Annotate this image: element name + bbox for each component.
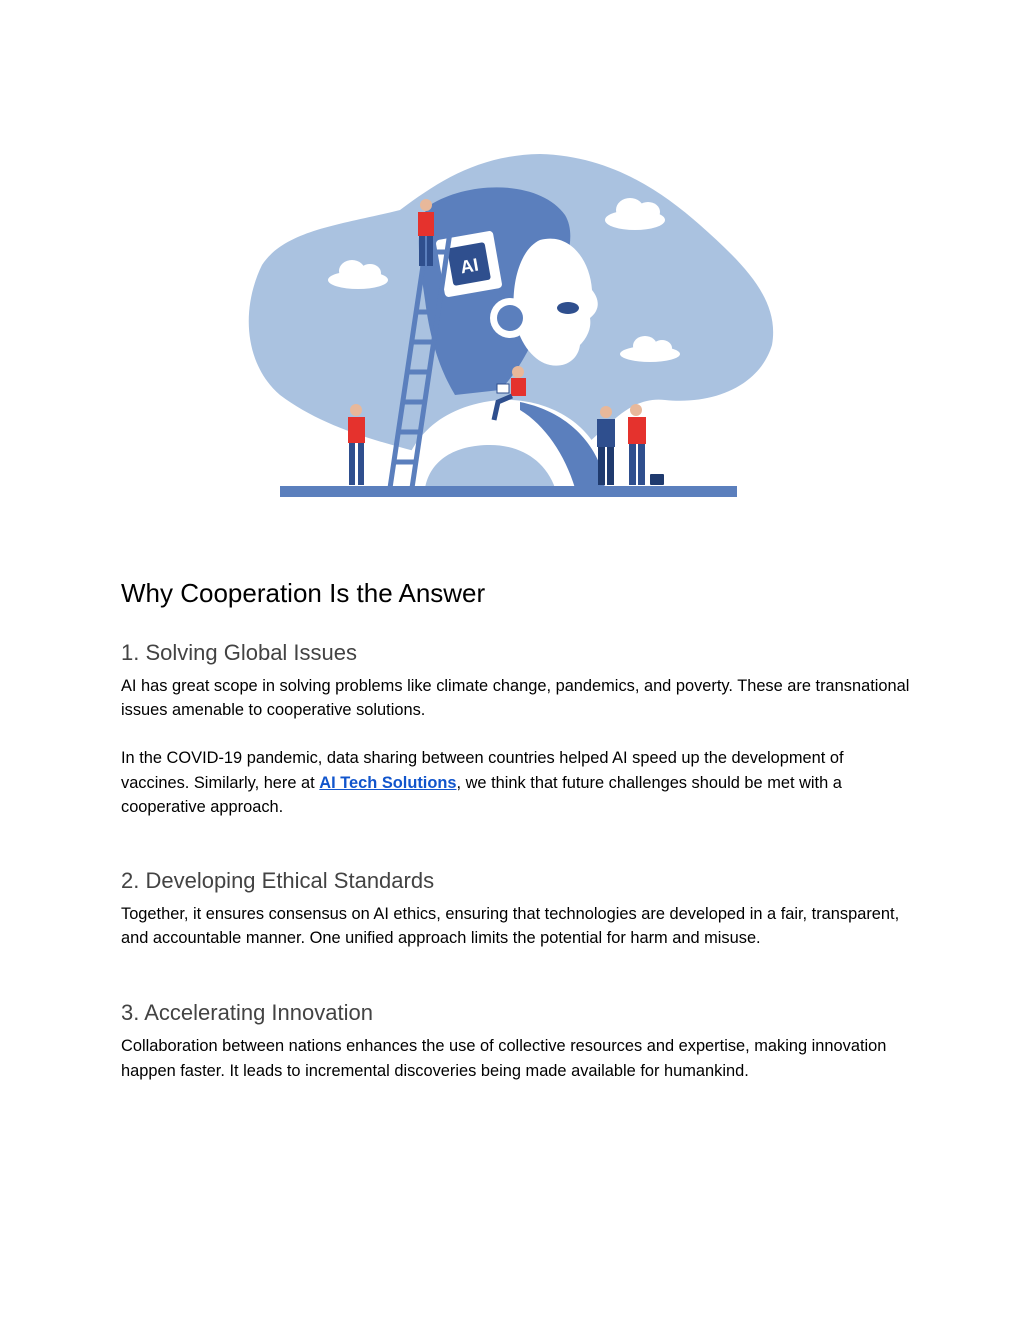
ai-chip-label: AI bbox=[458, 254, 480, 278]
section-paragraph: Together, it ensures consensus on AI ethics, ensuring that technologies are developed in a fair, transparent, and accountable manner. One unified approach limits the potential for harm and misuse. bbox=[121, 905, 900, 948]
section-heading-global-issues: 1. Solving Global Issues bbox=[121, 640, 358, 665]
paragraph-text: , we think that future challenges should be met with a cooperative approach. bbox=[121, 773, 842, 816]
briefcase-icon bbox=[650, 474, 664, 485]
section-heading-accelerating-innovation: 3. Accelerating Innovation bbox=[121, 1000, 373, 1026]
robot-ear-inner bbox=[497, 305, 523, 331]
article-body bbox=[121, 572, 911, 1083]
section-heading-ethical-standards: 2. Developing Ethical Standards bbox=[121, 868, 435, 894]
section-paragraph: Collaboration between nations enhances the use of collective resources and expertise, making innovation happen faster. It leads to incremental discoveries being made available for humankind. bbox=[121, 1037, 887, 1080]
ground-line bbox=[280, 486, 737, 497]
ai-tech-solutions-link[interactable]: AI Tech Solutions bbox=[319, 773, 457, 792]
page-title: Why Cooperation Is the Answer bbox=[121, 578, 486, 608]
paragraph-text: In the COVID-19 pandemic, data sharing between countries helped AI speed up the development of vaccines. Similarly, here at bbox=[121, 749, 844, 792]
robot-eye bbox=[557, 302, 579, 314]
section-paragraph: AI has great scope in solving problems like climate change, pandemics, and poverty. These are transnational issues amenable to cooperative solutions. bbox=[121, 677, 910, 720]
person-right-red bbox=[628, 404, 646, 485]
ai-cooperation-illustration bbox=[240, 150, 780, 510]
section-paragraph bbox=[121, 746, 911, 819]
